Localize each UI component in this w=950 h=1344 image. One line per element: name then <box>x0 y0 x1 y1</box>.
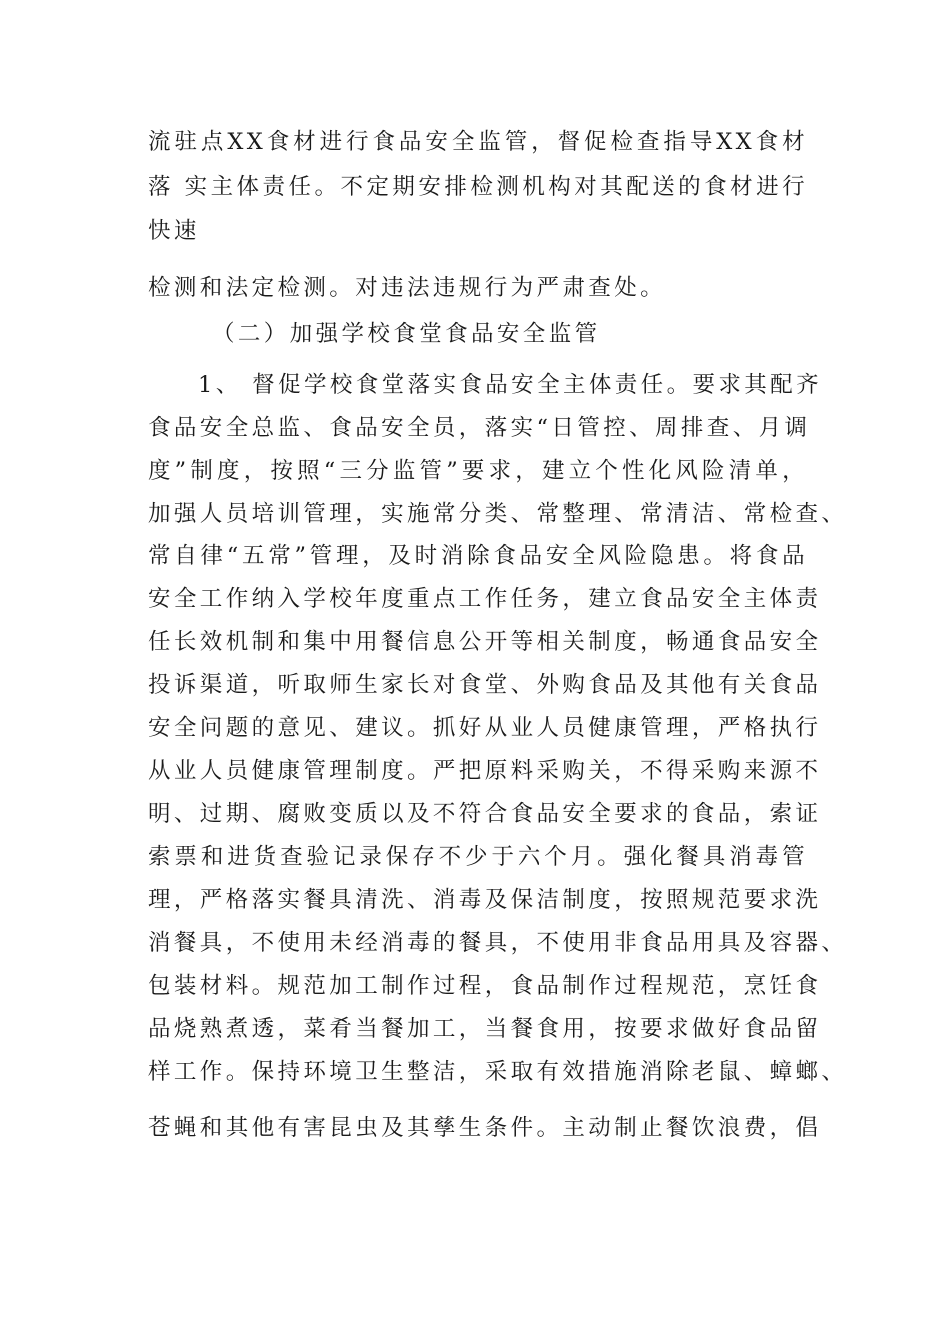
text-line-10: 常自律“五常”管理，及时消除食品安全风险隐患。将食品 <box>148 543 808 569</box>
text-line-14: 安全问题的意见、建议。抓好从业人员健康管理，严格执行 <box>148 715 822 741</box>
text-line-20: 包装材料。规范加工制作过程，食品制作过程规范，烹饪食 <box>148 973 822 999</box>
text-line-1: 流驻点XX食材进行食品安全监管，督促检查指导XX食材 <box>148 129 808 155</box>
text-line-21: 品烧熟煮透，菜肴当餐加工，当餐食用，按要求做好食品留 <box>148 1016 822 1042</box>
text-line-18: 理，严格落实餐具清洗、消毒及保洁制度，按照规范要求洗 <box>148 887 822 913</box>
text-line-6: 1、 督促学校食堂落实食品安全主体责任。要求其配齐 <box>198 372 822 398</box>
text-line-16: 明、过期、腐败变质以及不符合食品安全要求的食品，索证 <box>148 801 822 827</box>
section-heading: （二）加强学校食堂食品安全监管 <box>212 321 601 347</box>
text-line-17: 索票和进货查验记录保存不少于六个月。强化餐具消毒管 <box>148 844 808 870</box>
text-line-4: 检测和法定检测。对违法违规行为严肃查处。 <box>148 275 667 301</box>
text-line-15: 从业人员健康管理制度。严把原料采购关，不得采购来源不 <box>148 758 822 784</box>
text-line-7: 食品安全总监、食品安全员，落实“日管控、周排查、月调 <box>148 415 811 441</box>
text-line-13: 投诉渠道，听取师生家长对食堂、外购食品及其他有关食品 <box>148 672 822 698</box>
text-line-8: 度”制度，按照“三分监管”要求，建立个性化风险清单， <box>148 458 808 484</box>
text-line-3: 快速 <box>148 218 200 244</box>
text-line-23: 苍蝇和其他有害昆虫及其孳生条件。主动制止餐饮浪费，倡 <box>148 1115 822 1141</box>
text-line-12: 任长效机制和集中用餐信息公开等相关制度，畅通食品安全 <box>148 629 822 655</box>
text-line-22: 样工作。保持环境卫生整洁，采取有效措施消除老鼠、蟑螂、 <box>148 1059 848 1085</box>
text-line-2: 落 实主体责任。不定期安排检测机构对其配送的食材进行 <box>148 174 808 200</box>
text-line-11: 安全工作纳入学校年度重点工作任务，建立食品安全主体责 <box>148 586 822 612</box>
text-line-19: 消餐具，不使用未经消毒的餐具，不使用非食品用具及容器、 <box>148 930 848 956</box>
text-line-9: 加强人员培训管理，实施常分类、常整理、常清洁、常检查、 <box>148 501 848 527</box>
